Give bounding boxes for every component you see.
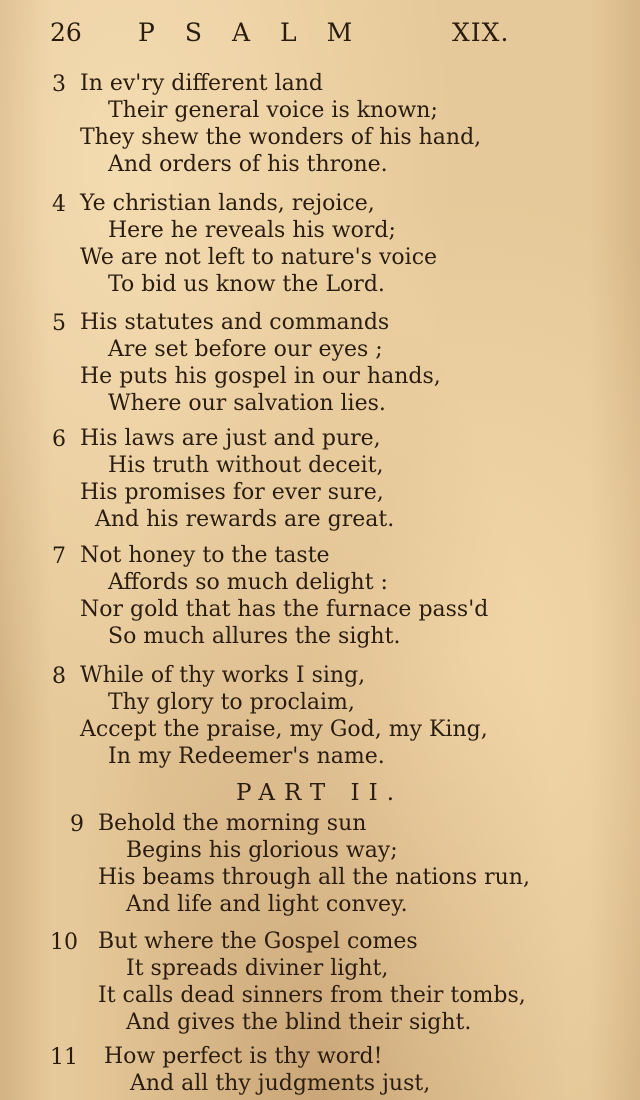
verse-line: Nor gold that has the furnace pass'd (80, 597, 489, 622)
part-heading: PART II. (236, 780, 404, 806)
page-title: PSALM (138, 18, 383, 47)
verse-line: And gives the blind their sight. (126, 1010, 472, 1035)
verse-line: Accept the praise, my God, my King, (80, 717, 488, 742)
verse-line: His promises for ever sure, (80, 480, 384, 505)
verse-line: And his rewards are great. (95, 507, 395, 532)
verse-line: Ye christian lands, rejoice, (80, 191, 375, 216)
stanza-number: 7 (52, 544, 66, 569)
verse-line: Begins his glorious way; (126, 838, 398, 863)
verse-line: His beams through all the nations run, (98, 865, 530, 890)
stanza-number: 6 (52, 427, 66, 452)
psalm-number: XIX. (452, 18, 510, 47)
verse-line: How perfect is thy word! (104, 1044, 383, 1069)
stanza-number: 5 (52, 311, 66, 336)
stanza-number: 8 (52, 664, 66, 689)
verse-line: He puts his gospel in our hands, (80, 364, 441, 389)
stanza-number: 4 (52, 192, 66, 217)
verse-line: So much allures the sight. (108, 624, 401, 649)
verse-line: And all thy judgments just, (130, 1071, 431, 1096)
verse-line: In my Redeemer's name. (108, 744, 385, 769)
verse-line: Here he reveals his word; (108, 218, 396, 243)
verse-line: Behold the morning sun (98, 811, 367, 836)
stanza-number: 11 (50, 1045, 78, 1070)
page-number: 26 (50, 18, 82, 47)
verse-line: Their general voice is known; (108, 98, 438, 123)
verse-line: Not honey to the taste (80, 543, 330, 568)
verse-line: While of thy works I sing, (80, 663, 366, 688)
verse-line: His truth without deceit, (108, 453, 384, 478)
stanza-number: 3 (52, 72, 66, 97)
verse-line: It calls dead sinners from their tombs, (98, 983, 526, 1008)
stanza-number: 10 (50, 930, 78, 955)
verse-line: Thy glory to proclaim, (108, 690, 355, 715)
verse-line: Are set before our eyes ; (108, 337, 383, 362)
verse-line: His statutes and commands (80, 310, 390, 335)
verse-line: Where our salvation lies. (108, 391, 386, 416)
verse-line: They shew the wonders of his hand, (80, 125, 482, 150)
page-header (0, 18, 640, 54)
verse-line: And orders of his throne. (108, 152, 388, 177)
verse-line: To bid us know the Lord. (108, 272, 385, 297)
stanza-number: 9 (70, 812, 84, 837)
verse-line: And life and light convey. (126, 892, 408, 917)
verse-line: But where the Gospel comes (98, 929, 418, 954)
verse-line: Affords so much delight : (108, 570, 388, 595)
verse-line: We are not left to nature's voice (80, 245, 438, 270)
verse-line: In ev'ry different land (80, 71, 323, 96)
verse-line: His laws are just and pure, (80, 426, 381, 451)
verse-line: It spreads diviner light, (126, 956, 389, 981)
